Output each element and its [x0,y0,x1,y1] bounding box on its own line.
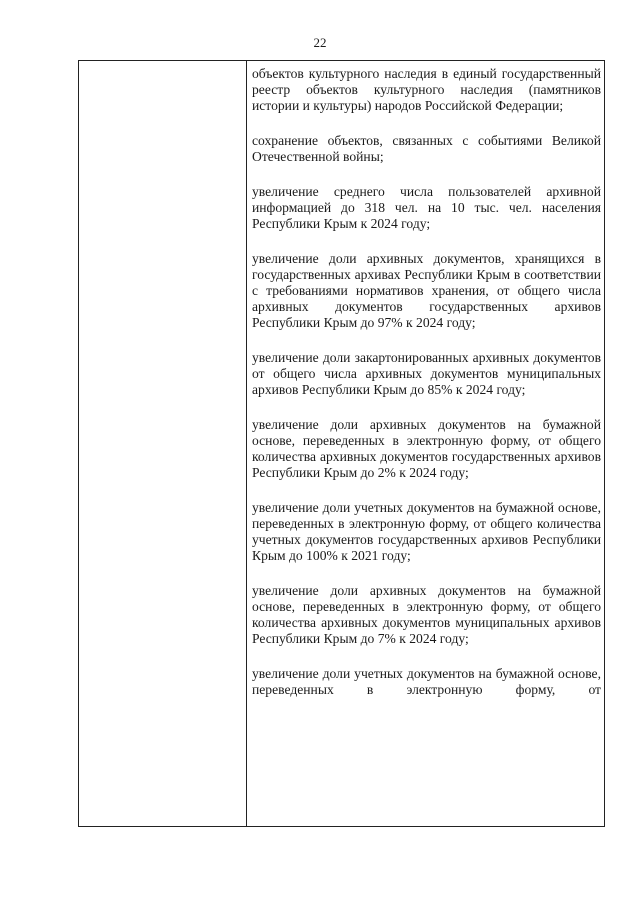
paragraph-9: увеличение доли учетных документов на бумажной основе, переведенных в электронную форму, от [252,666,601,697]
paragraph-2: сохранение объектов, связанных с событиями Великой Отечественной войны; [252,133,601,164]
paragraph-3: увеличение среднего числа пользователей архивной информацией до 318 чел. на 10 тыс. чел. населения Республики Крым к 2024 году; [252,184,601,231]
page-number: 22 [313,35,327,50]
document-table [78,60,605,827]
paragraph-4: увеличение доли архивных документов, хранящихся в государственных архивах Республики Крым в соответствии с требованиями нормативов хранения, от общего числа архивных документов государственных архивов Республики Крым до 97% к 2024 году; [252,251,601,330]
column-divider [246,61,247,826]
paragraph-5: увеличение доли закартонированных архивных документов от общего числа архивных документов муниципальных архивов Республики Крым до 85% к 2024 году; [252,350,601,397]
paragraph-6: увеличение доли архивных документов на бумажной основе, переведенных в электронную форму, от общего количества архивных документов государственных архивов Республики Крым до 2% к 2024 году; [252,417,601,480]
paragraph-7: увеличение доли учетных документов на бумажной основе, переведенных в электронную форму, от общего количества учетных документов государственных архивов Республики Крым до 100% к 2021 году; [252,500,601,563]
paragraph-8: увеличение доли архивных документов на бумажной основе, переведенных в электронную форму, от общего количества архивных документов муниципальных архивов Республики Крым до 7% к 2024 году; [252,583,601,646]
paragraph-1: объектов культурного наследия в единый государственный реестр объектов культурного наследия (памятников истории и культуры) народов Российской Федерации; [252,66,601,113]
text-cell [252,66,601,717]
